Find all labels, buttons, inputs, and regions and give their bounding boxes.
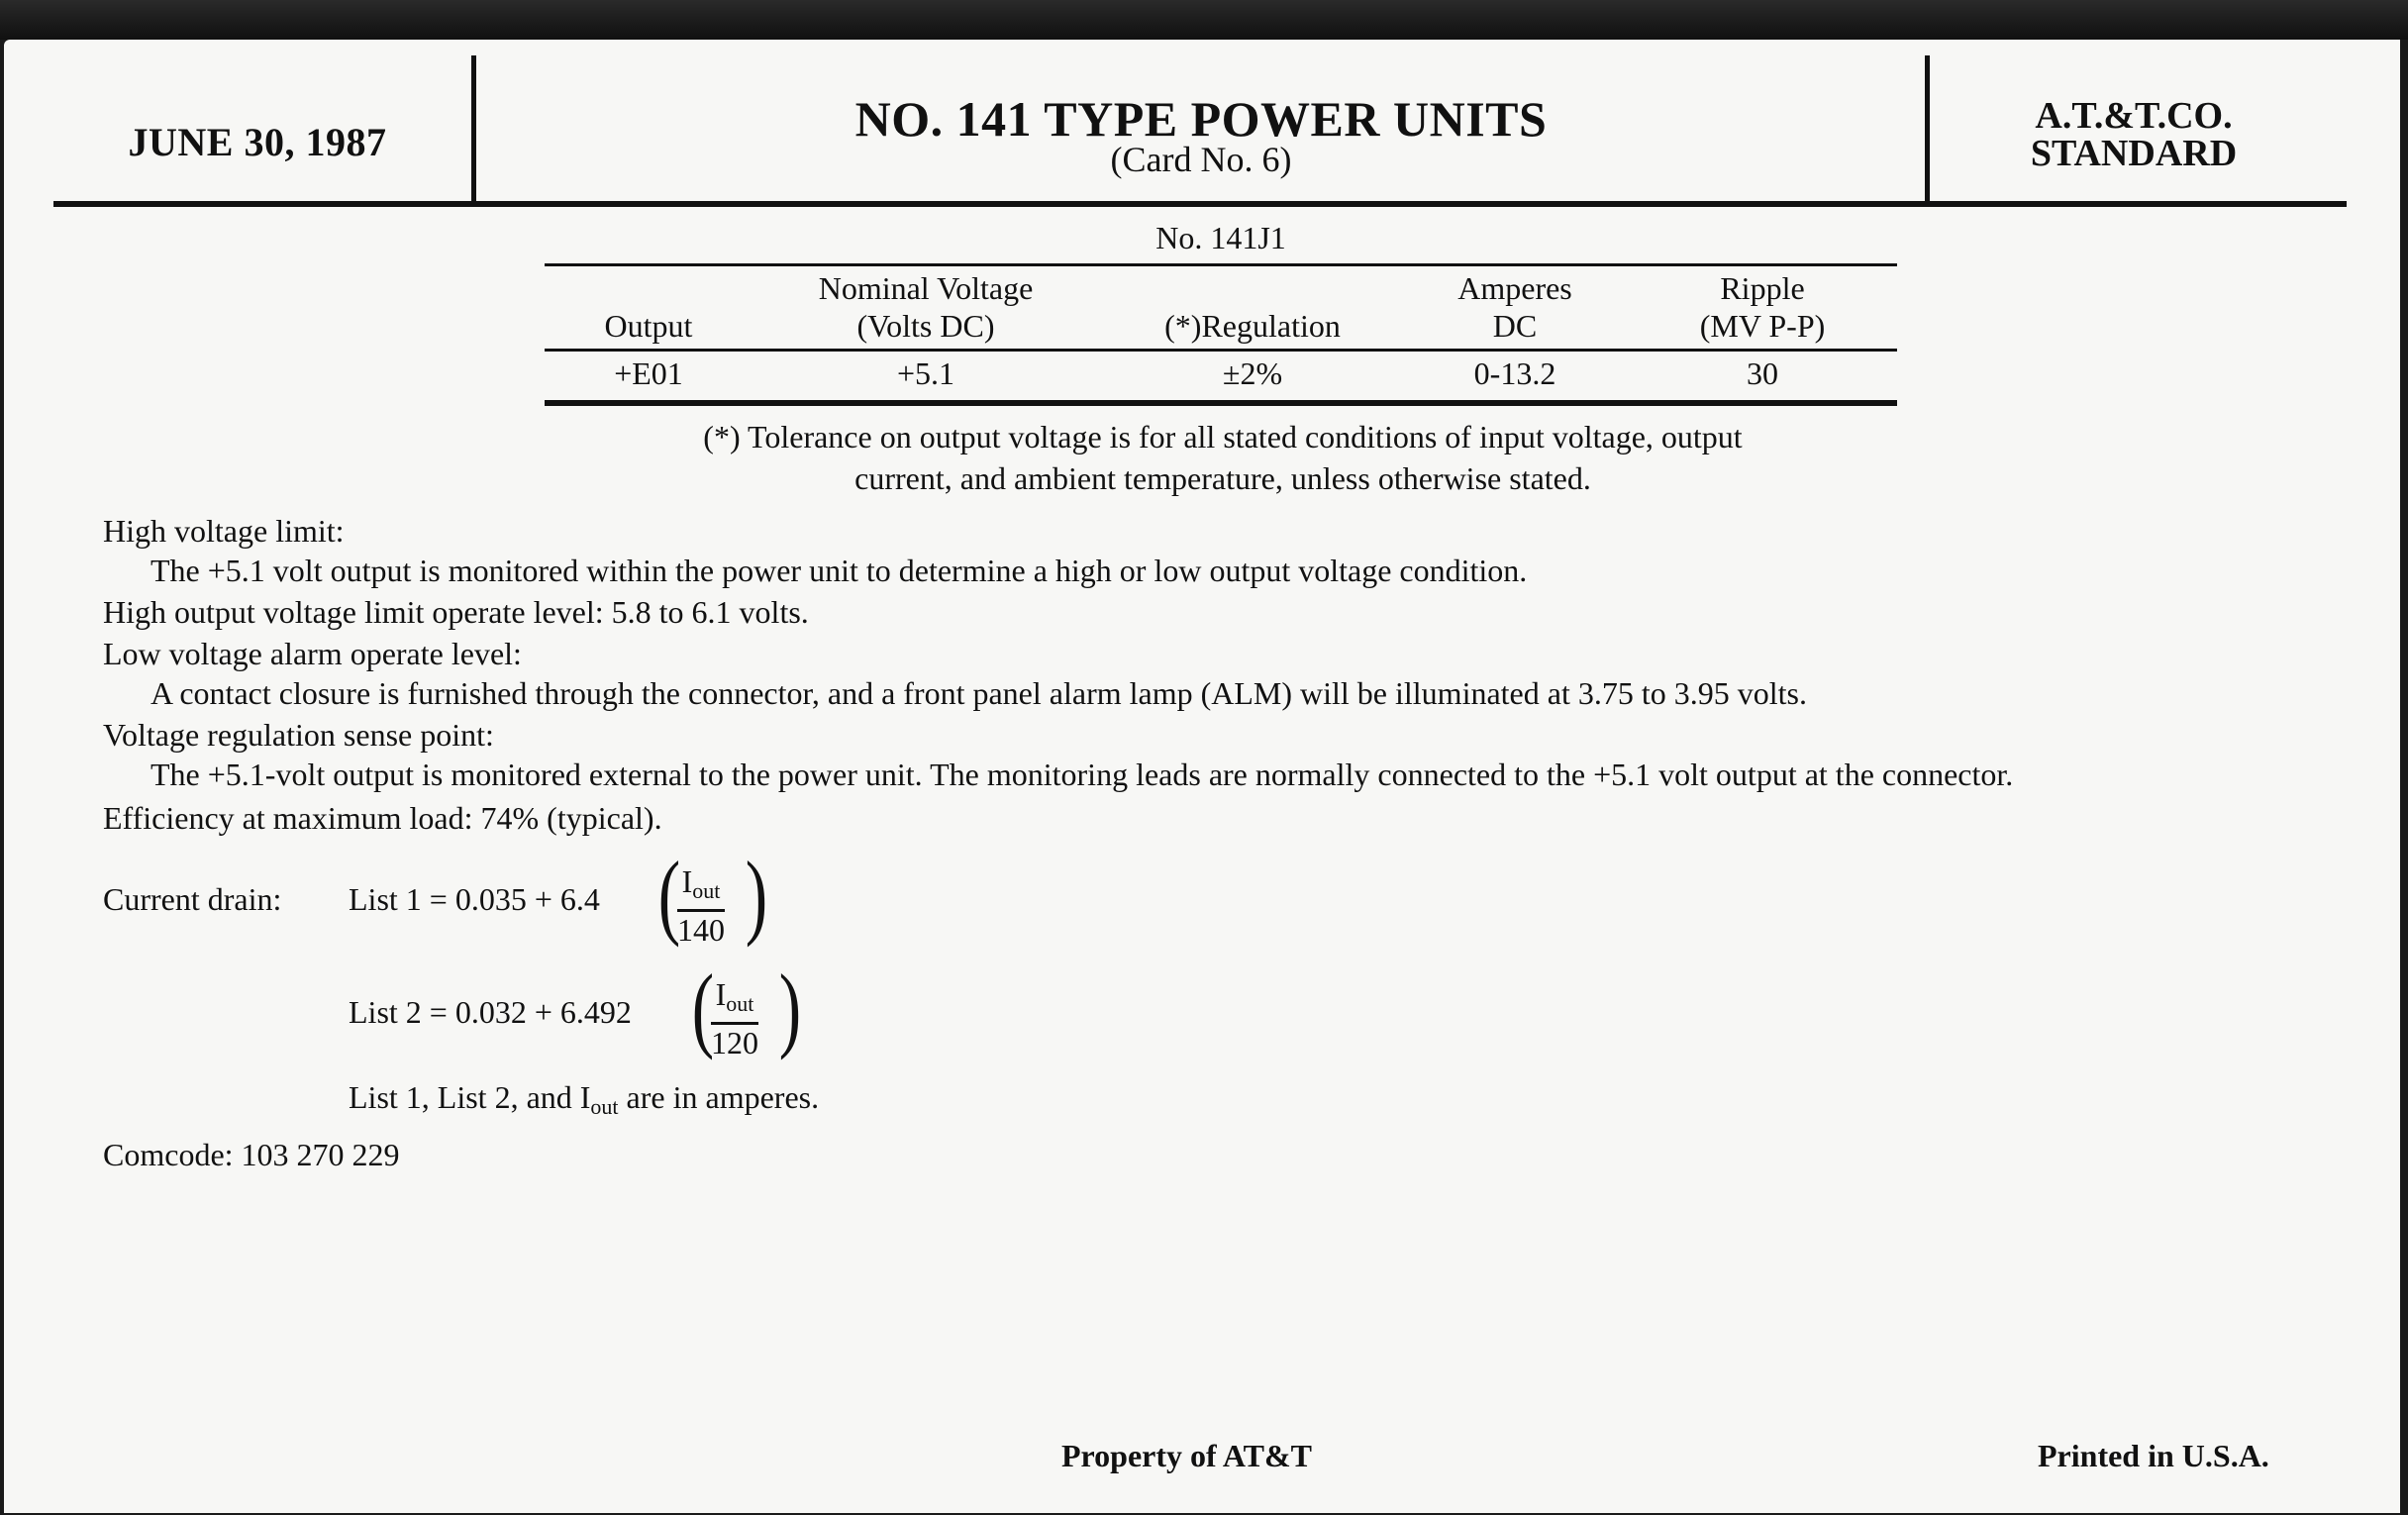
list2-fraction: $I_{out}$ 120 [711,976,758,1060]
footer-printed: Printed in U.S.A. [2038,1438,2269,1473]
list2-left-paren: ( [691,955,715,1060]
table-caption: No. 141J1 [1155,220,1286,255]
footer-property: Property of AT&T [1061,1438,1312,1473]
list2-right-paren: ) [778,955,802,1060]
header-subtitle: (Card No. 6) [1110,140,1292,179]
low-alarm-text: A contact closure is furnished through the connector, and a front panel alarm lamp (ALM) will be illuminated at 3.75 to 3.95 volts. [150,675,1807,711]
cell-amperes: 0-13.2 [1473,355,1556,391]
cell-ripple: 30 [1747,355,1778,391]
table-footnote: (*) Tolerance on output voltage is for all stated conditions of input voltage, output current, and ambient temperature, unless otherwise stated. [703,419,1743,496]
header-standard-line2: STANDARD [2030,133,2238,174]
header-date: JUNE 30, 1987 [128,120,387,164]
sense-text: The +5.1-volt output is monitored external to the power unit. The monitoring leads are normally connected to the +5.1 volt output at the connector. [150,757,2014,792]
col-header-regulation: (*)Regulation [1164,308,1341,344]
list1-fraction: $I_{out}$ 140 [677,863,725,948]
cell-regulation: ±2% [1222,355,1283,391]
table-header-rule [545,349,1897,352]
current-drain-label: Current drain: [103,881,282,917]
table-top-rule [545,263,1897,266]
list1-left-paren: ( [657,842,681,948]
col-header-ripple: Ripple (MV P-P) [1699,270,1826,344]
header-title: NO. 141 TYPE POWER UNITS [854,91,1548,147]
high-voltage-text: The +5.1 volt output is monitored within the power unit to determine a high or low output voltage condition. [150,553,1528,588]
low-alarm-heading: Low voltage alarm operate level: [103,636,522,671]
units-note: List 1, List 2, and $I_{out}$ are in amperes. [349,1079,820,1119]
header-divider-right [1925,55,1930,204]
col-header-amperes: Amperes DC [1457,270,1572,344]
list2-formula: List 2 = 0.032 + 6.492 [349,994,632,1030]
high-voltage-heading: High voltage limit: [103,513,345,549]
list1-formula: List 1 = 0.035 + 6.4 [349,881,600,917]
efficiency: Efficiency at maximum load: 74% (typical). [103,800,662,836]
header-standard-line1: A.T.&T.CO. [2035,95,2233,137]
high-output-limit: High output voltage limit operate level: 5.8 to 6.1 volts. [103,594,809,630]
col-header-nominal-voltage: Nominal Voltage (Volts DC) [818,270,1034,344]
header-rule [53,201,2347,207]
list1-right-paren: ) [745,842,768,948]
sense-heading: Voltage regulation sense point: [103,717,494,753]
table-bottom-rule [545,400,1897,406]
col-header-output: Output [604,308,693,344]
comcode: Comcode: 103 270 229 [103,1137,400,1172]
cell-output: +E01 [614,355,683,391]
cell-nominal-voltage: +5.1 [896,355,955,391]
scan-border [0,0,2408,40]
header-standard [1931,97,2337,172]
